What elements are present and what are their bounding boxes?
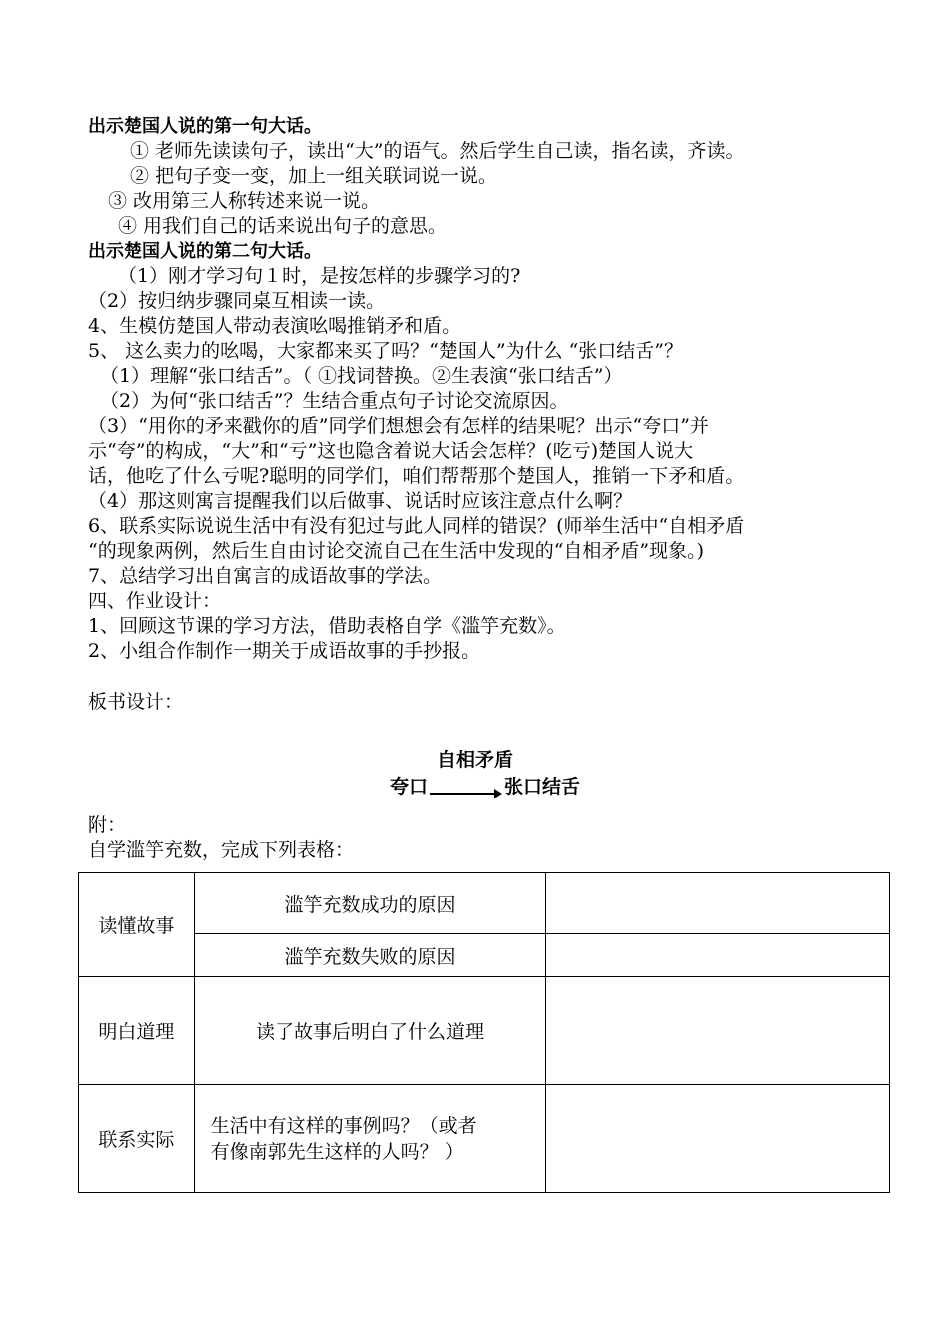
text-line: 出示楚国人说的第一句大话。 — [88, 116, 322, 137]
text-line: ① 老师先读读句子，读出“大”的语气。然后学生自己读，指名读，齐读。 — [130, 140, 745, 162]
cell-failure-reason: 滥竽充数失败的原因 — [194, 934, 546, 977]
text-line: 示“夸”的构成，“大”和“亏”这也隐含着说大话会怎样？(吃亏)楚国人说大 — [88, 440, 694, 462]
board-title: 自相矛盾 — [436, 749, 513, 771]
text-line: （3）“用你的矛来戳你的盾”同学们想想会有怎样的结果呢？出示“夸口”并 — [88, 415, 709, 437]
text-line: ③ 改用第三人称转述来说一说。 — [108, 190, 381, 212]
row-label-lesson: 明白道理 — [79, 977, 195, 1085]
text-line: （2）为何“张口结舌”？生结合重点句子讨论交流原因。 — [100, 390, 569, 412]
text-line: 四、作业设计： — [88, 590, 222, 612]
practice-line-2: 有像南郭先生这样的人吗？ ） — [210, 1140, 464, 1163]
row-label-practice: 联系实际 — [79, 1085, 195, 1193]
text-line: （1）刚才学习句１时，是按怎样的步骤学习的? — [118, 265, 521, 287]
text-line: 板书设计： — [88, 691, 184, 713]
cell-lesson-question: 读了故事后明白了什么道理 — [194, 977, 546, 1085]
text-line: 自学滥竽充数，完成下列表格： — [88, 839, 355, 861]
text-line: 6、联系实际说说生活中有没有犯过与此人同样的错误？(师举生活中“自相矛盾 — [88, 515, 745, 537]
answer-cell[interactable] — [546, 1085, 890, 1193]
answer-cell[interactable] — [546, 873, 890, 934]
cell-practice-question — [194, 1085, 546, 1193]
text-line: 2、小组合作制作一期关于成语故事的手抄报。 — [88, 640, 481, 662]
text-line: 7、总结学习出自寓言的成语故事的学法。 — [88, 565, 443, 587]
board-left: 夸口 — [390, 776, 429, 798]
arrow-icon — [430, 778, 502, 798]
board-row — [390, 772, 580, 799]
text-line: （4）那这则寓言提醒我们以后做事、说话时应该注意点什么啊？ — [88, 490, 633, 512]
text-line: “的现象两例，然后生自由讨论交流自己在生活中发现的“自相矛盾”现象。) — [88, 540, 705, 562]
text-line: 话，他吃了什么亏呢?聪明的同学们，咱们帮帮那个楚国人，推销一下矛和盾。 — [88, 465, 745, 487]
text-line: ② 把句子变一变，加上一组关联词说一说。 — [130, 165, 498, 187]
text-line: ④ 用我们自己的话来说出句子的意思。 — [118, 215, 448, 237]
cell-success-reason: 滥竽充数成功的原因 — [194, 873, 546, 934]
row-label-understand: 读懂故事 — [79, 873, 195, 977]
study-table — [78, 872, 890, 1193]
text-line: （1）理解“张口结舌”。（ ①找词替换。②生表演“张口结舌”） — [100, 365, 623, 387]
answer-cell[interactable] — [546, 934, 890, 977]
text-line: 1、回顾这节课的学习方法，借助表格自学《滥竽充数》。 — [88, 615, 566, 637]
text-line: 附： — [88, 814, 127, 836]
answer-cell[interactable] — [546, 977, 890, 1085]
text-line: 5、 这么卖力的吆喝，大家都来买了吗？“楚国人”为什么 “张口结舌”？ — [88, 340, 684, 362]
text-line: （2）按归纳步骤同桌互相读一读。 — [88, 290, 386, 312]
board-right: 张口结舌 — [504, 776, 581, 798]
text-line: 出示楚国人说的第二句大话。 — [88, 241, 322, 262]
practice-line-1: 生活中有这样的事例吗？（或者 — [210, 1114, 477, 1137]
text-line: 4、生模仿楚国人带动表演吆喝推销矛和盾。 — [88, 315, 462, 337]
